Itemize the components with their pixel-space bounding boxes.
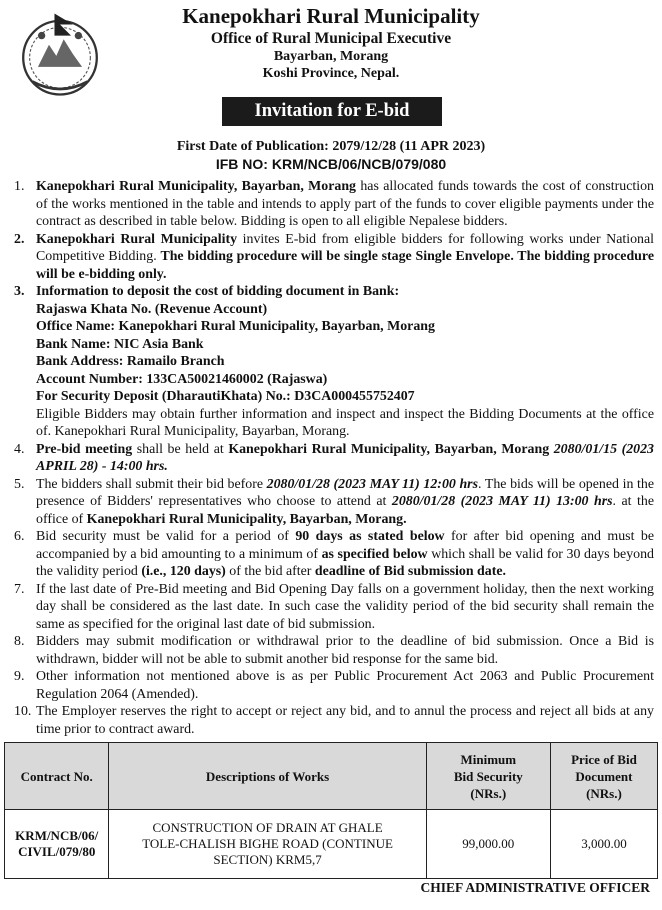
clause-6-emphasis: deadline of Bid submission date. (314, 564, 506, 579)
clause-number: 1. (14, 179, 25, 194)
clause-6-text: which shall be valid for 30 days beyond the validity period (36, 546, 654, 579)
header-label: Bid Security (453, 768, 523, 784)
clause-5-text: The bidders shall submit their bid before (36, 476, 267, 492)
clause-2-entity: Kanepokhari Rural Municipality (36, 231, 238, 247)
office-province: Koshi Province, Nepal. (262, 66, 400, 81)
clause-8-text: Bidders may submit modification or withdrawal prior to the deadline of bid submission. Once a Bid is withdrawn, bidder will not be able to submit another bid response for the same bid. (36, 634, 654, 667)
clause-4-text: shall be held at (132, 441, 229, 457)
contract-no-line: KRM/NCB/06/ (15, 828, 99, 843)
validity-period: 90 days as stated below (295, 529, 445, 544)
clause-10-text: The Employer reserves the right to accept or reject any bid, and to annul the process and reject all bids at any time prior to contract award. (36, 704, 654, 737)
pre-bid-label: Pre-bid meeting (36, 441, 133, 457)
clause-2-procedure: The bidding procedure will be single stage Single Envelope. The bidding procedure will be e-bidding only. (36, 249, 654, 282)
works-table (4, 742, 658, 879)
bank-address: Bank Address: Ramailo Branch (36, 354, 225, 369)
clause-5-text: . at the office of (36, 494, 654, 527)
clause-8 (14, 633, 654, 668)
bank-name: Bank Name: NIC Asia Bank (36, 336, 204, 352)
clause-5 (14, 476, 654, 529)
office-location: Bayarban, Morang (273, 49, 389, 64)
clause-number: 10. (14, 704, 32, 719)
clause-number: 5. (14, 476, 25, 492)
revenue-account: Rajaswa Khata No. (Revenue Account) (36, 301, 268, 317)
cell-description (109, 810, 426, 879)
clause-number: 9. (14, 669, 25, 684)
pre-bid-date: 2080/01/15 (2023 APRIL 28) - 14:00 hrs. (36, 441, 654, 474)
header-label: (NRs.) (470, 785, 507, 801)
clause-6-emphasis: as specified below (321, 546, 428, 562)
account-number: Account Number: 133CA50021460002 (Rajaswa) (36, 371, 328, 387)
header-label: Descriptions of Works (205, 768, 330, 784)
clause-1 (14, 178, 654, 231)
clause-9 (14, 668, 654, 703)
description-line: CONSTRUCTION OF DRAIN AT GHALE (152, 820, 383, 835)
header-label: Document (575, 768, 633, 784)
signatory: CHIEF ADMINISTRATIVE OFFICER (420, 880, 650, 895)
clause-7-text: If the last date of Pre-Bid meeting and Bid Opening Day falls on a government holiday, then the next working day shall be considered as the last date. In such case the validity period of the bid security shall remain the same as specified for the original last date of bid submission. (36, 581, 654, 632)
pre-bid-venue: Kanepokhari Rural Municipality, Bayarban, Morang (228, 441, 550, 457)
table-header-row (5, 743, 658, 810)
security-deposit-account: For Security Deposit (DharautiKhata) No.: D3CA000455752407 (36, 389, 415, 404)
header-label: (NRs.) (586, 785, 622, 801)
clause-number: 7. (14, 581, 25, 597)
clause-9-text: Other information not mentioned above is as per Public Procurement Act 2063 and Public Procurement Regulation 2064 (Amended). (36, 669, 654, 702)
cell-document-price: 3,000.00 (550, 810, 657, 879)
clause-6-text: for after bid opening and must be accompanied by a bid amounting to a minimum of (36, 529, 654, 562)
clause-2-text: invites E-bid from eligible bidders for following works under National Competitive Bidding. (36, 231, 654, 264)
clause-6-emphasis: (i.e., 120 days) (141, 564, 226, 579)
clause-4 (14, 441, 654, 476)
header-document-price (550, 743, 657, 810)
clause-3 (14, 283, 654, 441)
clause-1-entity: Kanepokhari Rural Municipality, Bayarban, Morang (36, 179, 356, 194)
clause-2 (14, 231, 654, 284)
clause-7 (14, 581, 654, 634)
clause-5-text: . The bids will be opened in the presence of Bidders' representatives who choose to attend at (36, 476, 654, 509)
clause-number: 6. (14, 529, 25, 544)
publication-date: First Date of Publication: 2079/12/28 (11 APR 2023) (176, 139, 486, 154)
clause-1-text: has allocated funds towards the cost of construction of the works mentioned in the table and intends to apply part of the funds to cover eligible payments under the contract as described in table below. Bidding is open to all eligible Nepalese bidders. (36, 179, 654, 229)
description-line: TOLE-CHALISH BIGHE ROAD (CONTINUE (142, 836, 393, 851)
description-line: SECTION) KRM5,7 (213, 852, 322, 867)
office-name: Office of Rural Municipal Executive (210, 30, 452, 47)
opening-date: 2080/01/28 (2023 MAY 11) 13:00 hrs (391, 494, 613, 509)
table-row (5, 810, 658, 879)
clause-number: 8. (14, 634, 25, 649)
cell-bid-security: 99,000.00 (426, 810, 550, 879)
opening-venue: Kanepokhari Rural Municipality, Bayarban, Morang. (86, 511, 407, 527)
cell-contract-no (5, 810, 109, 879)
bank-office-name: Office Name: Kanepokhari Rural Municipality, Bayarban, Morang (36, 319, 435, 334)
clause-number: 4. (14, 441, 25, 457)
header-description (109, 743, 426, 810)
clause-6 (14, 528, 654, 581)
header-contract-no (5, 743, 109, 810)
ifb-number: IFB NO: KRM/NCB/06/NCB/079/080 (215, 156, 447, 172)
header-label: Minimum (460, 751, 517, 767)
clause-6-text: of the bid after (225, 564, 315, 579)
notice-banner: Invitation for E-bid (222, 97, 442, 126)
notice-body (14, 178, 654, 738)
clause-3-text: Eligible Bidders may obtain further information and inspect and inspect the Bidding Documents at the office of. Kanepokhari Rural Municipality, Bayarban, Morang. (36, 406, 654, 439)
header-label: Contract No. (20, 768, 93, 784)
clause-10 (14, 703, 654, 738)
contract-no-line: CIVIL/079/80 (18, 844, 96, 859)
municipality-title: Kanepokhari Rural Municipality (182, 4, 480, 28)
header-label: Price of Bid (571, 751, 637, 767)
clause-number: 3. (14, 284, 25, 299)
submission-deadline: 2080/01/28 (2023 MAY 11) 12:00 hrs (266, 476, 478, 492)
header-bid-security (426, 743, 550, 810)
bank-info-heading: Information to deposit the cost of bidding document in Bank: (36, 284, 400, 299)
clause-number: 2. (14, 231, 25, 247)
clause-6-text: Bid security must be valid for a period of (36, 529, 296, 544)
